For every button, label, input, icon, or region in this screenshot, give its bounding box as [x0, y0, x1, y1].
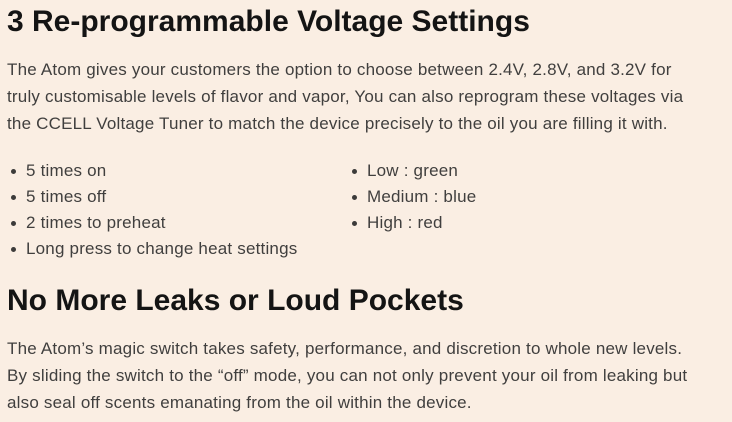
list-item: 5 times off [7, 184, 348, 210]
paragraph-line: The Atom’s magic switch takes safety, performance, and discretion to whole new levels. [7, 339, 683, 358]
voltage-section-paragraph [7, 39, 720, 137]
voltage-section-heading: 3 Re-programmable Voltage Settings [7, 5, 530, 38]
list-item: 5 times on [7, 158, 348, 184]
list-item: Low : green [348, 158, 476, 184]
paragraph-line: truly customisable levels of flavor and vapor, You can also reprogram these voltages via [7, 87, 684, 106]
list-item: 2 times to preheat [7, 210, 348, 236]
paragraph-line: The Atom gives your customers the option to choose between 2.4V, 2.8V, and 3.2V for [7, 60, 672, 79]
leaks-section-heading: No More Leaks or Loud Pockets [7, 284, 464, 317]
list-item: High : red [348, 210, 476, 236]
button-press-list [7, 158, 348, 262]
voltage-bullet-lists [7, 137, 720, 262]
paragraph-line: By sliding the switch to the “off” mode, you can not only prevent your oil from leaking but [7, 366, 688, 385]
voltage-color-list [348, 158, 476, 236]
paragraph-line: also seal off scents emanating from the oil within the device. [7, 393, 472, 412]
list-item: Long press to change heat settings [7, 236, 348, 262]
list-item: Medium : blue [348, 184, 476, 210]
paragraph-line: the CCELL Voltage Tuner to match the device precisely to the oil you are filling it with. [7, 114, 668, 133]
leaks-section-paragraph [7, 318, 720, 416]
